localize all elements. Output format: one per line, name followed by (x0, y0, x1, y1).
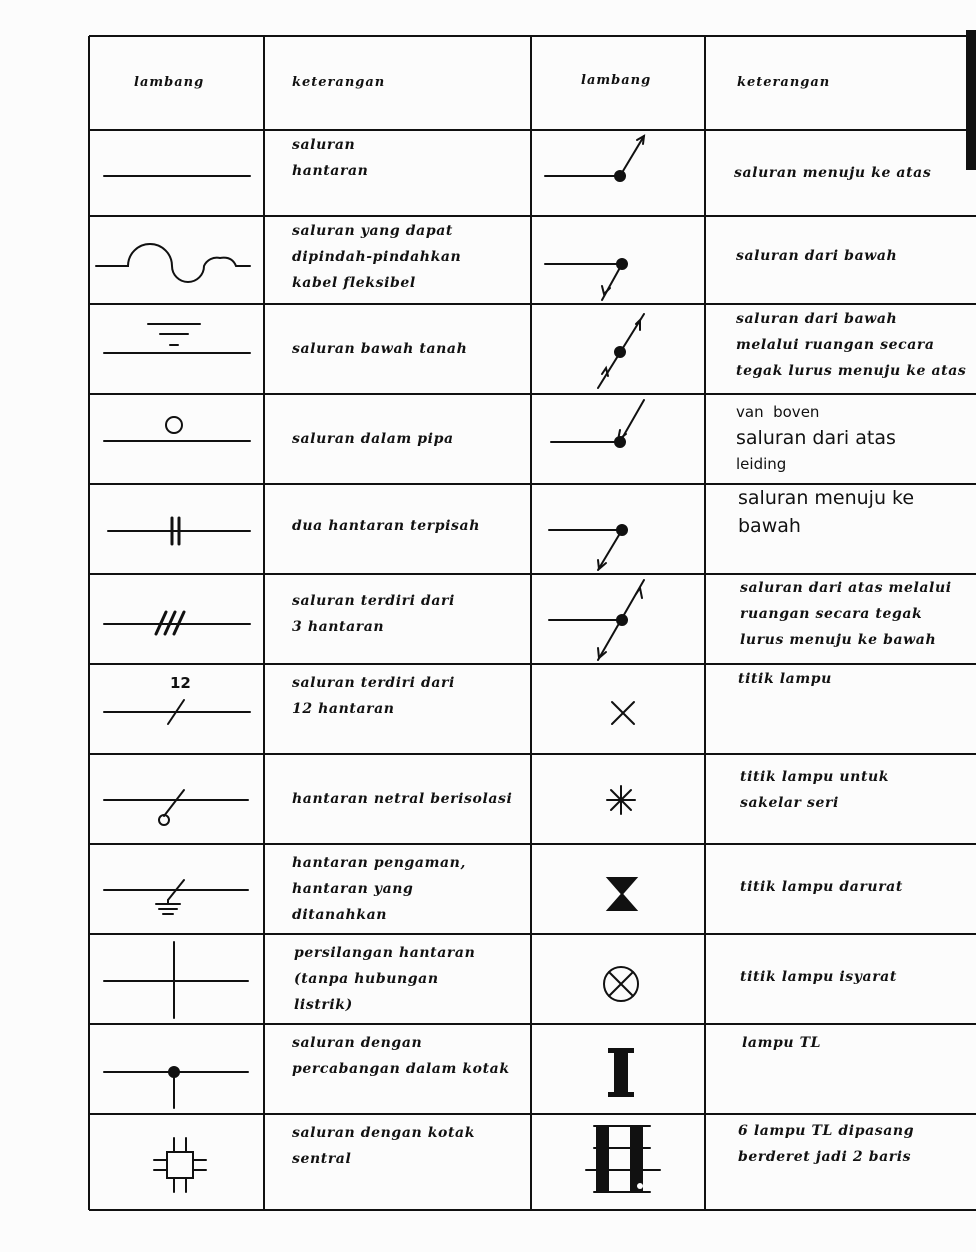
left-desc-row-2: saluran yang dapat dipindah-pindahkan kabel fleksibel (292, 223, 462, 291)
right-desc-row-3: saluran dari bawah melalui ruangan secara tegak lurus menuju ke atas (736, 311, 967, 379)
right-desc-row-2: saluran dari bawah (736, 248, 898, 264)
right-desc-row-9: titik lampu darurat (740, 879, 903, 895)
line-in-pipe-icon (104, 417, 250, 441)
header-description-left: keterangan (292, 75, 386, 90)
twelve-label: 12 (170, 674, 191, 692)
series-switch-lamp-icon (607, 786, 635, 814)
flexible-cable-icon (96, 244, 250, 282)
six-fluorescent-lamps-icon (586, 1126, 660, 1192)
right-desc-row-8: titik lampu untuk sakelar seri (740, 769, 890, 811)
header-symbol-left: lambang (134, 75, 205, 90)
two-separate-conductors-icon (108, 518, 250, 544)
right-desc-row-10: titik lampu isyarat (740, 969, 897, 985)
left-desc-row-4: saluran dalam pipa (292, 431, 454, 447)
left-desc-row-1: saluran hantaran (292, 137, 369, 179)
signal-lamp-icon (604, 967, 638, 1001)
line-going-down-icon (549, 525, 627, 570)
line-from-above-icon (551, 400, 644, 447)
line-going-up-icon (545, 136, 644, 181)
left-desc-row-7: saluran terdiri dari 12 hantaran (292, 675, 455, 717)
left-desc-row-9: hantaran pengaman, hantaran yang ditanahkan (292, 855, 466, 923)
fluorescent-lamp-icon (608, 1048, 634, 1097)
left-desc-row-5: dua hantaran terpisah (292, 518, 480, 534)
right-desc-row-5: saluran menuju ke bawah (738, 487, 915, 537)
left-desc-row-10: persilangan hantaran (tanpa hubungan listrik) (294, 945, 476, 1013)
right-desc-row-12: 6 lampu TL dipasang berderet jadi 2 baris (738, 1123, 915, 1165)
right-desc-row-6: saluran dari atas melalui ruangan secara tegak lurus menuju ke bawah (740, 580, 952, 648)
left-desc-row-11: saluran dengan percabangan dalam kotak (292, 1035, 510, 1077)
vertical-pass-down-icon (549, 580, 644, 660)
insulated-neutral-icon (104, 790, 248, 825)
grounded-conductor-icon (104, 880, 248, 914)
left-desc-row-8: hantaran netral berisolasi (292, 791, 513, 807)
header-description-right: keterangan (737, 75, 831, 90)
left-desc-row-3: saluran bawah tanah (292, 341, 468, 357)
lamp-point-icon (612, 702, 634, 724)
right-desc-row-7: titik lampu (738, 671, 832, 687)
junction-box-branch-icon (104, 1067, 248, 1108)
underground-line-icon (104, 324, 250, 353)
vertical-pass-up-icon (598, 314, 644, 388)
right-desc-row-4: van boven saluran dari atas leiding (736, 403, 896, 473)
header-symbol-right: lambang (581, 73, 652, 88)
left-desc-row-6: saluran terdiri dari 3 hantaran (292, 593, 455, 635)
central-box-icon (154, 1138, 206, 1192)
right-desc-row-1: saluran menuju ke atas (734, 165, 932, 181)
line-from-below-icon (545, 259, 627, 300)
right-desc-row-11: lampu TL (742, 1035, 822, 1051)
left-desc-row-12: saluran dengan kotak sentral (292, 1125, 476, 1167)
twelve-conductors-icon (104, 700, 250, 724)
crossing-conductors-icon (104, 942, 248, 1018)
three-conductors-icon (104, 612, 250, 634)
emergency-lamp-icon (608, 878, 636, 910)
